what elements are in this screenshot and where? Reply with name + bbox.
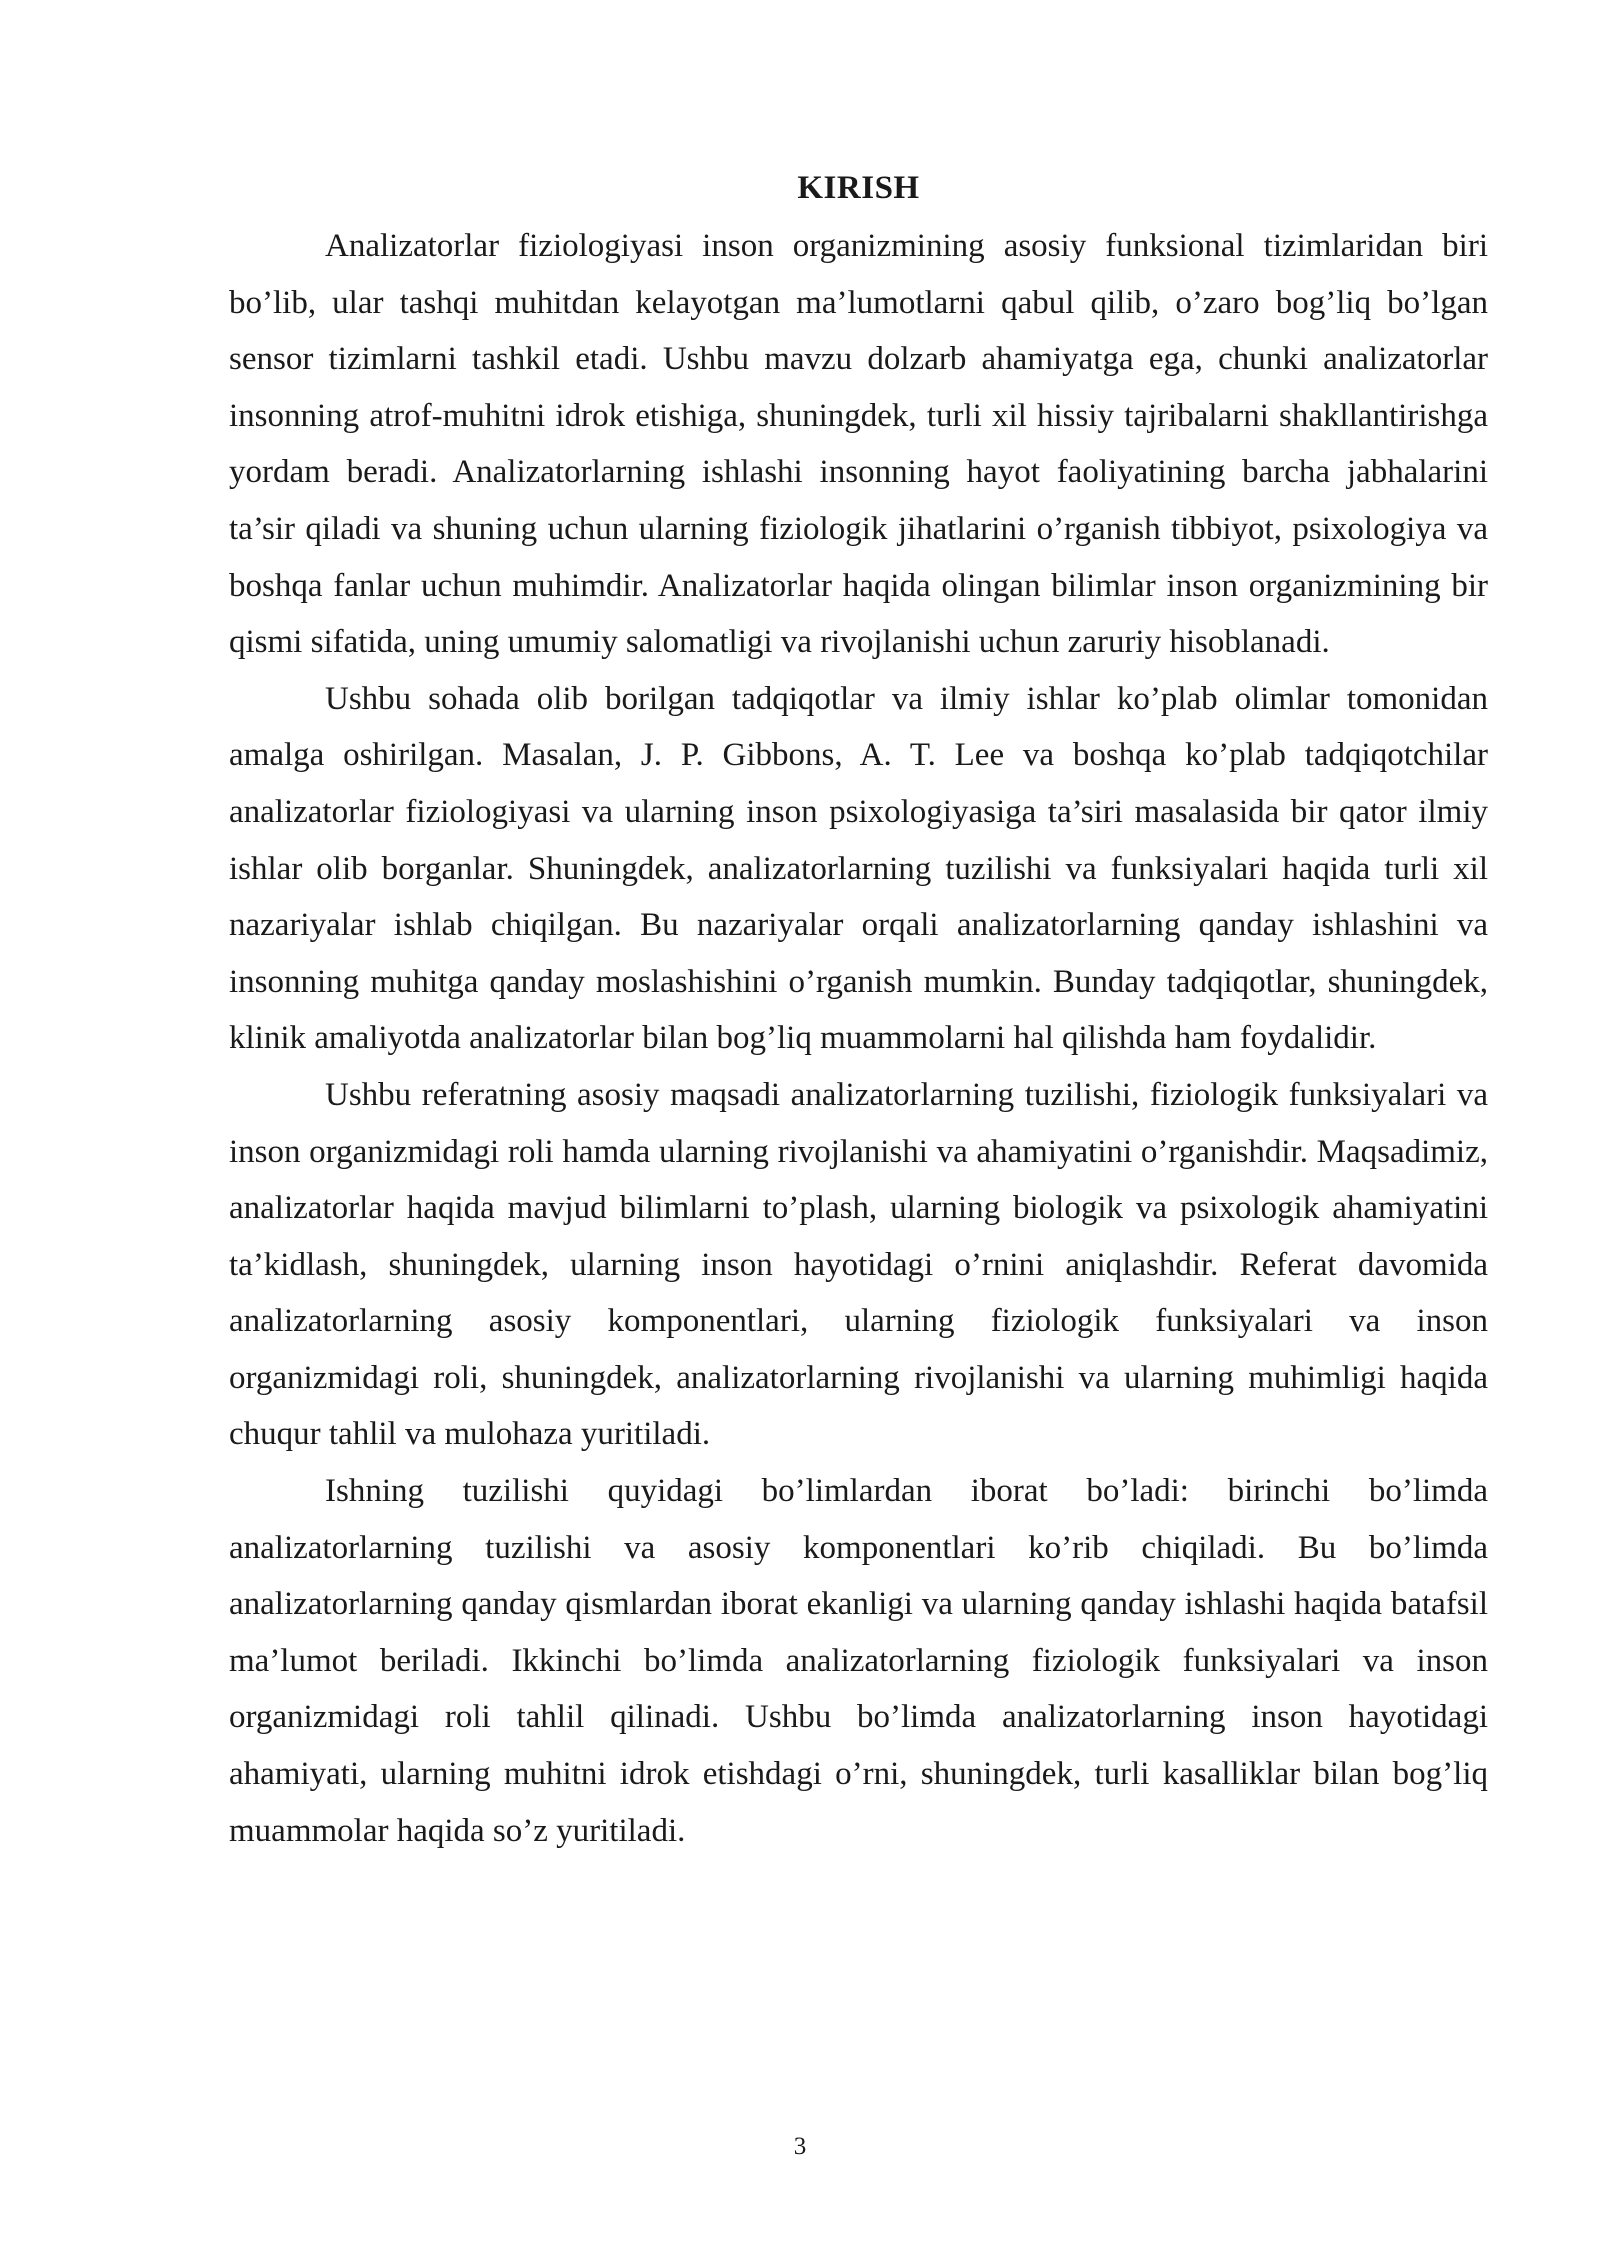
page-heading: KIRISH bbox=[797, 170, 920, 206]
paragraph-structure: Ishning tuzilishi quyidagi bo’limlardan iborat bo’ladi: birinchi bo’limda analizatorlarning tuzilishi va asosiy komponentlari ko’rib chiqiladi. Bu bo’limda analizatorlarning qanday qismlardan iborat ekanligi va ularning qanday ishlashi haqida batafsil ma’lumot beriladi. Ikkinchi bo’limda analizatorlarning fiziologik funksiyalari va inson organizmidagi roli tahlil qilinadi. Ushbu bo’limda analizatorlarning inson hayotidagi ahamiyati, ularning muhitni idrok etishdagi o’rni, shuningdek, turli kasalliklar bilan bog’liq muammolar haqida so’z yuritiladi. bbox=[229, 1473, 1488, 1849]
paragraph-goal: Ushbu referatning asosiy maqsadi analizatorlarning tuzilishi, fiziologik funksiyalari va inson organizmidagi roli hamda ularning rivojlanishi va ahamiyatini o’rganishdir. Maqsadimiz, analizatorlar haqida mavjud bilimlarni to’plash, ularning biologik va psixologik ahamiyatini ta’kidlash, shuningdek, ularning inson hayotidagi o’rnini aniqlashdir. Referat davomida analizatorlarning asosiy komponentlari, ularning fiziologik funksiyalari va inson organizmidagi roli, shuningdek, analizatorlarning rivojlanishi va ularning muhimligi haqida chuqur tahlil va mulohaza yuritiladi. bbox=[229, 1076, 1488, 1453]
paragraph-intro: Analizatorlar fiziologiyasi inson organizmining asosiy funksional tizimlaridan biri bo’lib, ular tashqi muhitdan kelayotgan ma’lumotlarni qabul qilib, o’zaro bog’liq bo’lgan sensor tizimlarni tashkil etadi. Ushbu mavzu dolzarb ahamiyatga ega, chunki analizatorlar insonning atrof-muhitni idrok etishiga, shuningdek, turli xil hissiy tajribalarni shakllantirishga yordam beradi. Analizatorlarning ishlashi insonning hayot faoliyatining barcha jabhalarini ta’sir qiladi va shuning uchun ularning fiziologik jihatlarini o’rganish tibbiyot, psixologiya va boshqa fanlar uchun muhimdir. Analizatorlar haqida olingan bilimlar inson organizmining bir qismi sifatida, uning umumiy salomatligi va rivojlanishi uchun zaruriy hisoblanadi. bbox=[229, 228, 1488, 661]
page-number: 3 bbox=[793, 2133, 807, 2160]
paragraph-research: Ushbu sohada olib borilgan tadqiqotlar va ilmiy ishlar ko’plab olimlar tomonidan amalga oshirilgan. Masalan, J. P. Gibbons, A. T. Lee va boshqa ko’plab tadqiqotchilar analizatorlar fiziologiyasi va ularning inson psixologiyasiga ta’siri masalasida bir qator ilmiy ishlar olib borganlar. Shuningdek, analizatorlarning tuzilishi va funksiyalari haqida turli xil nazariyalar ishlab chiqilgan. Bu nazariyalar orqali analizatorlarning qanday ishlashini va insonning muhitga qanday moslashishini o’rganish mumkin. Bunday tadqiqotlar, shuningdek, klinik amaliyotda analizatorlar bilan bog’liq muammolarni hal qilishda ham foydalidir. bbox=[229, 680, 1488, 1057]
page-content bbox=[229, 160, 1488, 1859]
